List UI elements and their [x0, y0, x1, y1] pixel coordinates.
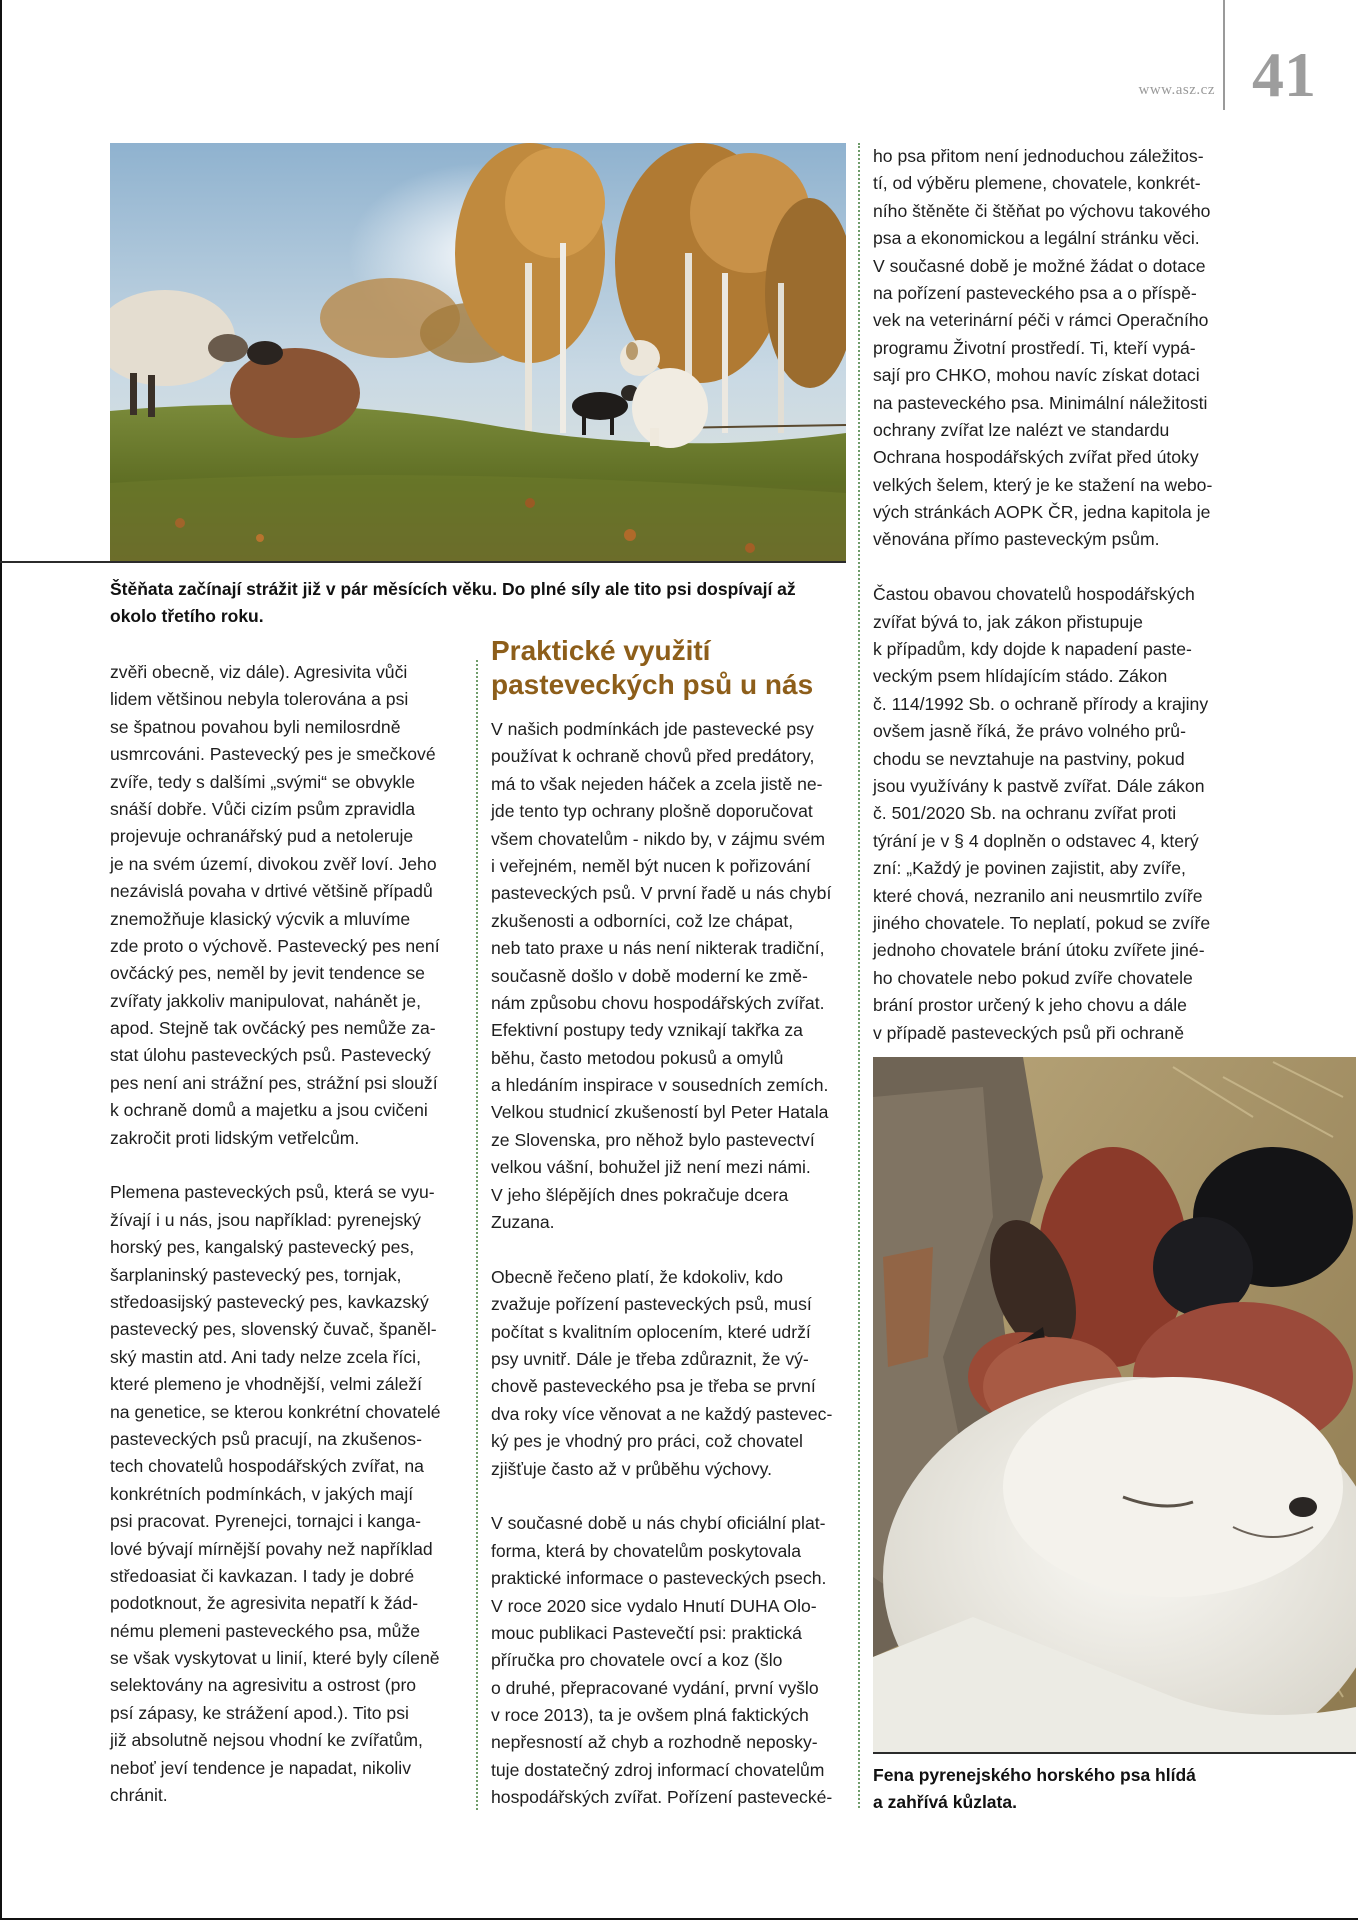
- text-line: psa a ekonomickou a legální stránku věci.: [873, 228, 1200, 249]
- text-line: v případě pasteveckých psů při ochraně: [873, 1022, 1185, 1043]
- paragraph: [491, 716, 851, 1236]
- photo-baseline-left: [0, 561, 846, 563]
- text-line: vek na veterinární péči v rámci Operačního: [873, 310, 1209, 331]
- heading-line: Praktické využití: [491, 635, 711, 666]
- text-line: všem chovatelům - nikdo by, v zájmu svém: [491, 828, 826, 849]
- heading-line: pasteveckých psů u nás: [491, 669, 814, 700]
- text-line: k případům, kdy dojde k napadení paste-: [873, 639, 1192, 660]
- text-line: praktické informace o pasteveckých psech.: [491, 1568, 827, 1589]
- text-line: pastevecký pes, slovenský čuvač, španěl-: [110, 1319, 437, 1340]
- text-line: počítat s kvalitním oplocením, které udrží: [491, 1321, 811, 1342]
- text-line: ochrany zvířat lze nalézt ve standardu: [873, 419, 1170, 440]
- text-line: k ochraně domů a majetku a jsou cvičeni: [110, 1100, 428, 1121]
- text-line: jiného chovatele. To neplatí, pokud se zvíře: [873, 912, 1211, 933]
- text-line: psí zápasy, ke strážení apod.). Tito psi: [110, 1702, 409, 1723]
- column-divider-left: [476, 660, 478, 1810]
- text-line: psy uvnitř. Dále je třeba zdůraznit, že vý-: [491, 1348, 809, 1369]
- text-line: pes není ani strážní pes, strážní psi slouží: [110, 1072, 438, 1093]
- text-line: již absolutně nejsou vhodní ke zvířatům,: [110, 1730, 423, 1751]
- text-line: lové bývají mírnější povahy než například: [110, 1538, 433, 1559]
- text-line: lidem většinou nebyla tolerována a psi: [110, 689, 409, 710]
- text-line: pasteveckých psů. V první řadě u nás chybí: [491, 883, 832, 904]
- text-line: o druhé, přepracované vydání, první vyšlo: [491, 1677, 819, 1698]
- text-line: č. 114/1992 Sb. o ochraně přírody a krajiny: [873, 693, 1209, 714]
- caption-line: Štěňata začínají strážit již v pár měsících věku. Do plné síly ale tito psi dospívají až: [110, 579, 796, 599]
- text-line: i veřejném, neměl být nucen k pořizování: [491, 855, 811, 876]
- photo-baseline-right: [873, 1752, 1356, 1754]
- text-line: mouc publikaci Pastevečtí psi: praktická: [491, 1622, 802, 1643]
- column-middle: [491, 716, 851, 1839]
- text-line: zní: „Každý je povinen zajistit, aby zvíře,: [873, 858, 1186, 879]
- text-line: dva roky více věnovat a ne každý pastevec-: [491, 1403, 833, 1424]
- column-left: [110, 659, 470, 1837]
- text-line: Ochrana hospodářských zvířat před útoky: [873, 447, 1199, 468]
- text-line: nezávislá povaha v drtivé většině případů: [110, 881, 433, 902]
- paragraph: [491, 1510, 851, 1811]
- text-line: ovšem jasně říká, že právo volného prů-: [873, 721, 1186, 742]
- text-line: ho chovatele nebo pokud zvíře chovatele: [873, 967, 1193, 988]
- text-line: selektovány na agresivitu a ostrost (pro: [110, 1675, 417, 1696]
- column-divider-right: [858, 143, 860, 1808]
- text-line: používat k ochraně chovů před predátory,: [491, 746, 815, 767]
- text-line: psi pracovat. Pyrenejci, tornajci i kanga-: [110, 1511, 421, 1532]
- text-line: projevuje ochranářský pud a netoleruje: [110, 826, 414, 847]
- text-line: na pasteveckého psa. Minimální náležitosti: [873, 392, 1208, 413]
- paragraph: [491, 1264, 851, 1483]
- text-line: na genetice, se kterou konkrétní chovatelé: [110, 1401, 441, 1422]
- text-line: V roce 2020 sice vydalo Hnutí DUHA Olo-: [491, 1595, 817, 1616]
- text-line: neboť jeví tendence je napadat, nikoliv: [110, 1757, 412, 1778]
- text-line: velkých šelem, který je ke stažení na webo-: [873, 474, 1213, 495]
- paragraph: [110, 1179, 470, 1809]
- text-line: a hledáním inspirace v sousedních zemích.: [491, 1075, 829, 1096]
- text-line: nám způsobu chovu hospodářských zvířat.: [491, 992, 825, 1013]
- caption-line: okolo třetího roku.: [110, 606, 264, 627]
- caption-top-photo: [110, 578, 850, 633]
- text-line: neb tato praxe u nás není nikterak tradiční,: [491, 938, 825, 959]
- text-line: ovčácký pes, neměl by jevit tendence se: [110, 963, 425, 984]
- text-line: zkušenosti a odborníci, což lze chápat,: [491, 910, 794, 931]
- text-line: zvířat bývá to, jak zákon přistupuje: [873, 611, 1143, 632]
- text-line: tí, od výběru plemene, chovatele, konkrét-: [873, 173, 1201, 194]
- text-line: brání prostor určený k jeho chovu a dále: [873, 995, 1187, 1016]
- text-line: zakročit proti lidským vetřelcům.: [110, 1127, 360, 1148]
- photo-sheep-and-puppy: [110, 143, 846, 561]
- text-line: konkrétních podmínkách, v jakých mají: [110, 1483, 414, 1504]
- text-line: Plemena pasteveckých psů, která se vyu-: [110, 1182, 435, 1203]
- page-number: 41: [1252, 39, 1316, 110]
- text-line: veckým psem hlídajícím stádo. Zákon: [873, 666, 1168, 687]
- paragraph: [873, 581, 1233, 1047]
- text-line: věnována přímo pasteveckým psům.: [873, 529, 1160, 550]
- text-line: snáší dobře. Vůči cizím psům zpravidla: [110, 798, 416, 819]
- text-line: zvířaty jakkoliv manipulovat, nahánět je,: [110, 990, 421, 1011]
- text-line: které plemeno je vhodnější, velmi záleží: [110, 1374, 422, 1395]
- text-line: zvažuje pořízení pasteveckých psů, musí: [491, 1294, 812, 1315]
- text-line: nepřesností až chyb a rozhodně neposky-: [491, 1732, 818, 1753]
- text-line: Zuzana.: [491, 1212, 555, 1233]
- photo-dog-with-goat-kids-image: [873, 1057, 1356, 1752]
- text-line: zvěři obecně, viz dále). Agresivita vůči: [110, 662, 408, 682]
- text-line: běhu, často metodou pokusů a omylů: [491, 1047, 784, 1068]
- text-line: jsou využívány k pastvě zvířat. Dále zákon: [873, 775, 1205, 796]
- text-line: je na svém území, divokou zvěř loví. Jeho: [110, 853, 437, 874]
- text-line: chově pasteveckého psa je třeba se první: [491, 1376, 816, 1397]
- text-line: V jeho šlépějích dnes pokračuje dcera: [491, 1184, 789, 1205]
- text-line: současně došlo v době moderní ke změ-: [491, 965, 808, 986]
- text-line: pasteveckých psů pracují, na zkušenos-: [110, 1428, 422, 1449]
- text-line: V našich podmínkách jde pastevecké psy: [491, 719, 814, 739]
- text-line: které chová, nezranilo ani neusmrtilo zvíře: [873, 885, 1203, 906]
- text-line: tech chovatelů hospodářských zvířat, na: [110, 1456, 424, 1477]
- text-line: Efektivní postupy tedy vznikají takřka za: [491, 1020, 803, 1041]
- text-line: jednoho chovatele brání útoku zvířete jiné-: [873, 940, 1205, 961]
- text-line: forma, která by chovatelům poskytovala: [491, 1540, 801, 1561]
- text-line: sají pro CHKO, mohou navíc získat dotaci: [873, 365, 1200, 386]
- text-line: Obecně řečeno platí, že kdokoliv, kdo: [491, 1266, 784, 1287]
- text-line: stat úlohu pasteveckých psů. Pastevecký: [110, 1045, 431, 1066]
- text-line: středoasijský pastevecký pes, kavkazský: [110, 1291, 429, 1312]
- site-url[interactable]: www.asz.cz: [1138, 82, 1215, 98]
- text-line: jde tento typ ochrany plošně doporučovat: [491, 801, 813, 822]
- text-line: vých stránkách AOPK ČR, jedna kapitola je: [873, 502, 1211, 523]
- column-right: [873, 143, 1233, 1074]
- text-line: podotknout, že agresivita nepatří k žád-: [110, 1593, 419, 1614]
- text-line: hospodářských zvířat. Pořízení pastevecké-: [491, 1787, 833, 1808]
- text-line: v roce 2013), ta je ovšem plná faktických: [491, 1705, 809, 1726]
- text-line: ský mastin atd. Ani tady nelze zcela říci,: [110, 1346, 421, 1367]
- section-heading: [491, 634, 851, 702]
- paragraph: [110, 659, 470, 1152]
- text-line: chránit.: [110, 1785, 168, 1806]
- text-line: apod. Stejně tak ovčácký pes nemůže za-: [110, 1018, 436, 1039]
- text-line: žívají i u nás, jsou například: pyrenejský: [110, 1209, 421, 1230]
- text-line: týrání je v § 4 doplněn o odstavec 4, který: [873, 830, 1199, 851]
- text-line: tuje dostatečný zdroj informací chovatelům: [491, 1759, 825, 1780]
- text-line: na pořízení pasteveckého psa a o příspě-: [873, 282, 1197, 303]
- caption-right-photo: [873, 1764, 1293, 1819]
- text-line: č. 501/2020 Sb. na ochranu zvířat proti: [873, 803, 1177, 824]
- text-line: středoasiat či kavkazan. I tady je dobré: [110, 1565, 415, 1586]
- header-divider: [1223, 0, 1225, 110]
- text-line: zjišťuje často až v průběhu výchovy.: [491, 1458, 773, 1479]
- text-line: ký pes je vhodný pro práci, což chovatel: [491, 1431, 803, 1452]
- text-line: velkou vášní, bohužel již není mezi námi.: [491, 1157, 811, 1178]
- paragraph: [873, 143, 1233, 554]
- text-line: ho psa přitom není jednoduchou záležitos-: [873, 146, 1204, 166]
- text-line: chodu se nevztahuje na pastviny, pokud: [873, 748, 1185, 769]
- text-line: usmrcováni. Pastevecký pes je smečkové: [110, 744, 436, 765]
- text-line: zde proto o výchově. Pastevecký pes není: [110, 935, 440, 956]
- text-line: programu Životní prostředí. Ti, kteří vypá-: [873, 337, 1196, 358]
- text-line: příručka pro chovatele ovcí a koz (šlo: [491, 1650, 783, 1671]
- text-line: ního štěněte či štěňat po výchovu takového: [873, 200, 1211, 221]
- text-line: horský pes, kangalský pastevecký pes,: [110, 1237, 415, 1258]
- text-line: zvíře, tedy s dalšími „svými“ se obvykle: [110, 771, 416, 792]
- text-line: se špatnou povahou byli nemilosrdně: [110, 716, 401, 737]
- text-line: V současné době je možné žádat o dotace: [873, 255, 1206, 276]
- text-line: Častou obavou chovatelů hospodářských: [873, 584, 1195, 605]
- text-line: se však vyskytovat u linií, které byly cíleně: [110, 1648, 440, 1669]
- text-line: má to však nejeden háček a zcela jistě ne-: [491, 773, 823, 794]
- caption-line: Fena pyrenejského horského psa hlídá: [873, 1765, 1196, 1785]
- text-line: ze Slovenska, pro něhož bylo pastevectví: [491, 1129, 815, 1150]
- photo-sheep-and-puppy-image: [110, 143, 846, 561]
- text-line: nému plemeni pasteveckého psa, může: [110, 1620, 421, 1641]
- text-line: znemožňuje klasický výcvik a mluvíme: [110, 908, 411, 929]
- text-line: šarplaninský pastevecký pes, tornjak,: [110, 1264, 402, 1285]
- text-line: Velkou studnicí zkušeností byl Peter Hatala: [491, 1102, 829, 1123]
- caption-line: a zahřívá kůzlata.: [873, 1792, 1017, 1813]
- text-line: V současné době u nás chybí oficiální plat-: [491, 1513, 826, 1534]
- photo-dog-with-goat-kids: [873, 1057, 1356, 1752]
